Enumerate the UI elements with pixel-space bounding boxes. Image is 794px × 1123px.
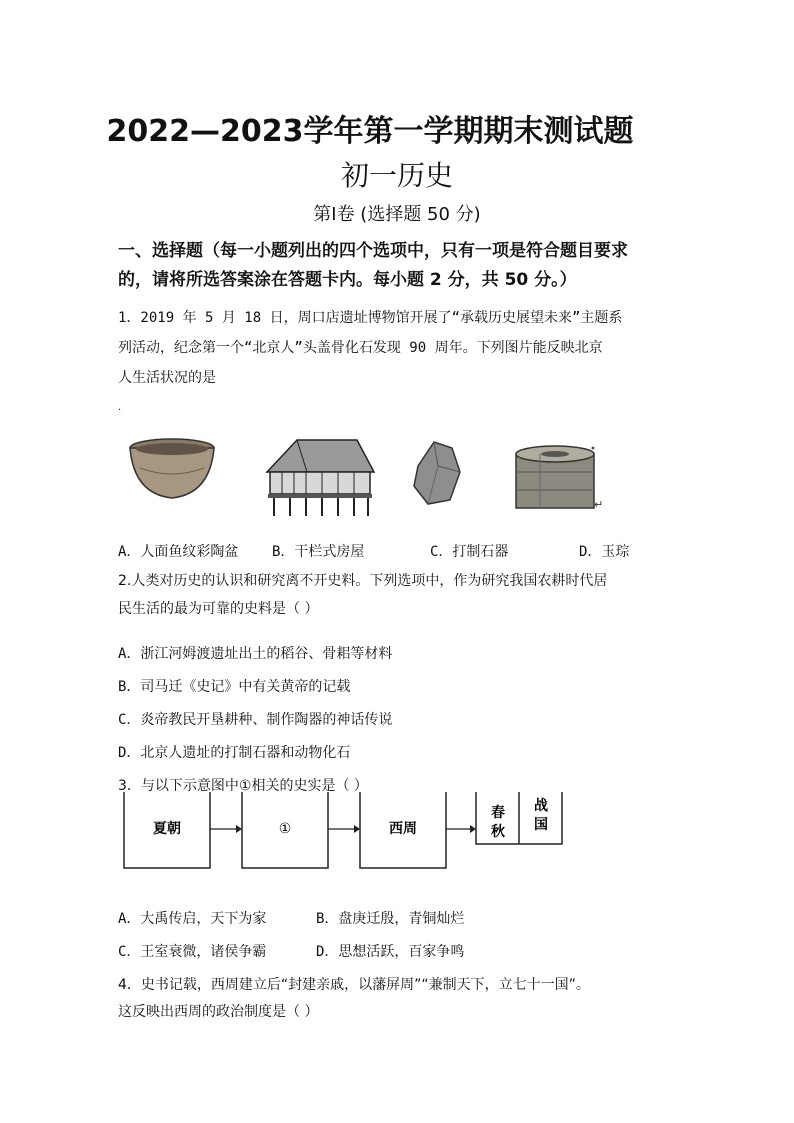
chipped-stone-image (414, 442, 460, 504)
q3-timeline-diagram (118, 792, 568, 874)
stray-dot: . (118, 402, 122, 413)
pottery-bowl-image (130, 439, 214, 498)
diagram-zhan: 战 (534, 798, 548, 814)
q3-option-b: B．盘庚迁殷，青铜灿烂 (316, 911, 465, 927)
q1-line2: 列活动，纪念第一个“北京人”头盖骨化石发现 90 周年。下列图片能反映北京 (118, 340, 603, 356)
page-title: 2022—2023学年第一学期期末测试题 (106, 114, 634, 149)
diagram-box-xia: 夏朝 (153, 821, 181, 837)
diagram-qiu: 秋 (491, 824, 505, 840)
q1-option-d: D．玉琮 (579, 544, 630, 560)
q3-option-d: D．思想活跃，百家争鸣 (316, 944, 465, 960)
section-instruction-line2: 的，请将所选答案涂在答题卡内。每小题 2 分，共 50 分。） (118, 270, 577, 290)
q3-option-a: A．大禹传启，天下为家 (118, 911, 267, 927)
section-heading: 第Ⅰ卷 (选择题 50 分) (313, 204, 481, 225)
q1-option-a: A．人面鱼纹彩陶盆 (118, 544, 239, 560)
q2-option-a: A．浙江河姆渡遗址出土的稻谷、骨耜等材料 (118, 646, 393, 662)
return-mark: ↵ (594, 498, 604, 511)
q2-line2: 民生活的最为可靠的史料是（ ） (118, 601, 319, 617)
q1-line3: 人生活状况的是 (118, 370, 216, 386)
diagram-box-blank: ① (278, 821, 292, 837)
stilt-house-image (267, 440, 374, 516)
q4-line1: 4．史书记载，西周建立后“封建亲戚，以藩屏周”“兼制天下，立七十一国”。 (118, 977, 590, 993)
q1-line1: 1．2019 年 5 月 18 日，周口店遗址博物馆开展了“承载历史展望未来”主题系 (118, 310, 623, 326)
section-instruction-line1: 一、选择题（每一小题列出的四个选项中，只有一项是符合题目要求 (118, 241, 628, 261)
q4-line2: 这反映出西周的政治制度是（ ） (118, 1004, 319, 1020)
q1-image-row (120, 428, 610, 520)
q2-option-b: B．司马迁《史记》中有关黄帝的记载 (118, 679, 351, 695)
q1-option-b: B．干栏式房屋 (272, 544, 365, 560)
diagram-box-xizhou: 西周 (389, 821, 417, 837)
page-subtitle: 初一历史 (340, 159, 453, 192)
q2-option-d: D．北京人遗址的打制石器和动物化石 (118, 745, 351, 761)
q2-line1: 2.人类对历史的认识和研究离不开史料。下列选项中，作为研究我国农耕时代居 (118, 573, 608, 589)
jade-cong-image (516, 446, 594, 508)
diagram-chun: 春 (491, 805, 505, 821)
q3-option-c: C．王室衰微，诸侯争霸 (118, 944, 267, 960)
q2-option-c: C．炎帝教民开垦耕种、制作陶器的神话传说 (118, 712, 393, 728)
q3-line1: 3．与以下示意图中①相关的史实是（ ） (118, 778, 368, 794)
q1-option-c: C．打制石器 (430, 544, 509, 560)
diagram-guo: 国 (534, 817, 548, 833)
